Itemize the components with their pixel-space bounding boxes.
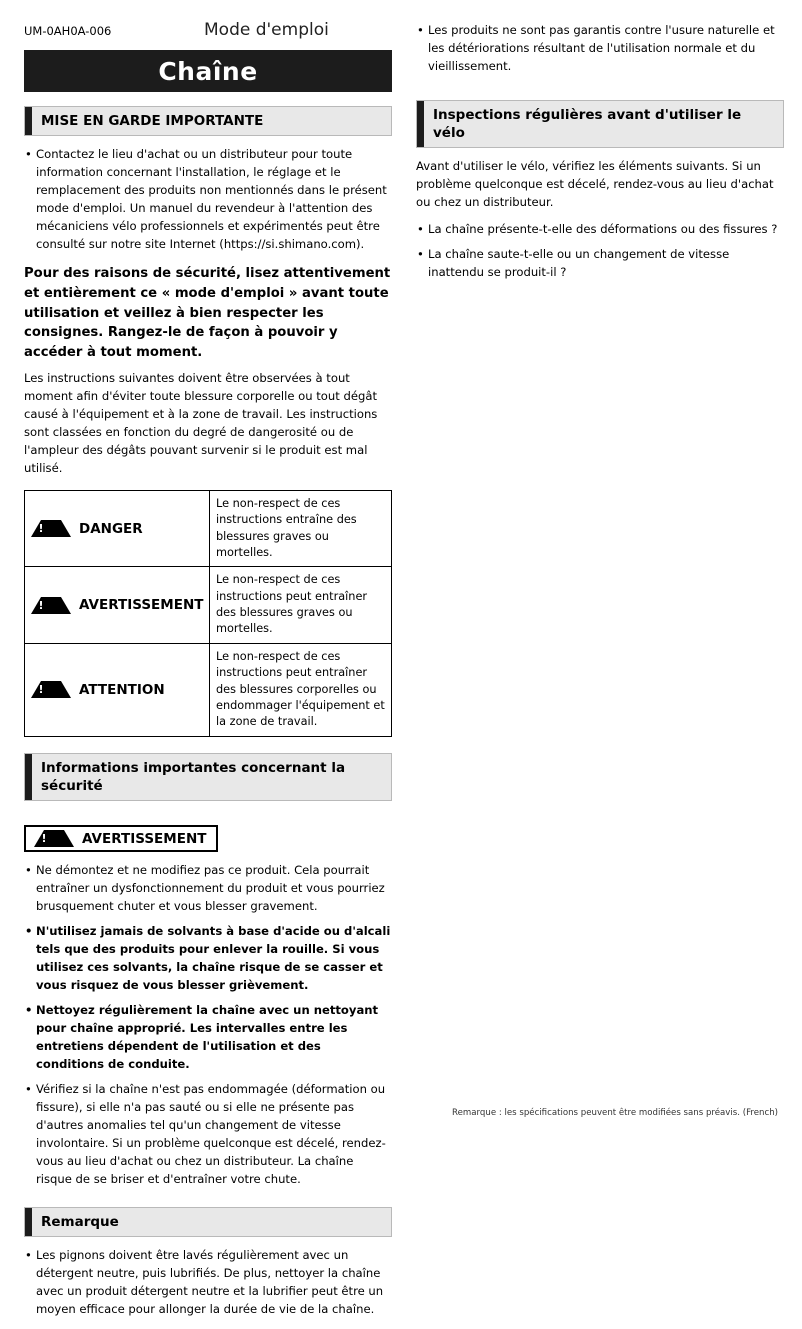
heading-accent-bar <box>417 101 424 147</box>
list-item: • La chaîne saute-t-elle ou un changement de vitesse inattendu se produit-il ? <box>416 246 784 282</box>
list-item: • Contactez le lieu d'achat ou un distributeur pour toute information concernant l'installation, le réglage et le remplacement des produits non mentionnés dans le présent mode d'emploi. Un manuel du revendeur à l'attention des mécaniciens vélo professionnels et expérimentés peut être consulté sur notre site Internet (https://si.shimano.com). <box>24 146 392 254</box>
warning-triangle-icon <box>31 597 71 614</box>
inspections-bullets <box>416 221 784 282</box>
instructions-intro-paragraph: Les instructions suivantes doivent être observées à tout moment afin d'éviter toute blessure corporelle ou tout dégât causé à l'équipement et à la zone de travail. Les instructions sont classées en fonction du degré de dangerosité ou de l'ampleur des dégâts pouvant survenir si le produit est mal utilisé. <box>24 371 378 475</box>
section-heading-label: Informations importantes concernant la sécurité <box>41 759 346 794</box>
list-item: • Vérifiez si la chaîne n'est pas endommagée (déformation ou fissure), si elle n'a pas sauté ou si elle ne présente pas d'autres anomalies tel qu'un changement de vitesse involontaire. Si un problème quelconque est décelé, rendez-vous au lieu d'achat ou chez un distributeur. La chaîne risque de se briser et d'entraîner votre chute. <box>24 1081 392 1189</box>
list-item: • La chaîne présente-t-elle des déformations ou des fissures ? <box>416 221 784 239</box>
section-heading-inspections <box>416 100 784 148</box>
list-item: • Les produits ne sont pas garantis contre l'usure naturelle et les détériorations résultant de l'utilisation normale et du vieillissement. <box>416 22 784 76</box>
section-heading-important-warning <box>24 106 392 136</box>
hazard-level-label: DANGER <box>79 520 143 537</box>
hazard-levels-table <box>24 490 392 737</box>
hazard-level-label: ATTENTION <box>79 681 165 698</box>
list-item: • Ne démontez et ne modifiez pas ce produit. Cela pourrait entraîner un dysfonctionnement du produit et vous pourriez brusquement chuter et vous blesser gravement. <box>24 862 392 916</box>
document-code: UM-0AH0A-006 <box>24 24 112 38</box>
left-column <box>24 22 392 1329</box>
list-item: • Nettoyez régulièrement la chaîne avec un nettoyant pour chaîne approprié. Les intervalles entre les entretiens dépendent de l'utilisation et des conditions de conduite. <box>24 1002 392 1074</box>
safety-read-notice: Pour des raisons de sécurité, lisez attentivement et entièrement ce « mode d'emploi » avant toute utilisation et veillez à bien respecter les consignes. Rangez-le de façon à pouvoir y accéder à tout moment. <box>24 266 391 361</box>
section-heading-label: MISE EN GARDE IMPORTANTE <box>41 113 264 129</box>
heading-accent-bar <box>25 754 32 800</box>
warning-triangle-icon <box>31 681 71 698</box>
hazard-level-label: AVERTISSEMENT <box>79 597 204 614</box>
avertissement-badge <box>24 825 218 852</box>
list-item: • N'utilisez jamais de solvants à base d'acide ou d'alcali tels que des produits pour enlever la rouille. Si vous utilisez ces solvants, la chaîne risque de se casser et vous risquez de vous blesser grièvement. <box>24 923 392 995</box>
section-heading-remark <box>24 1207 392 1237</box>
list-item: • Les pignons doivent être lavés régulièrement avec un détergent neutre, puis lubrifiés. De plus, nettoyer la chaîne avec un produit détergent neutre et la lubrifier peut être un moyen efficace pour allonger la durée de vie de la chaîne. <box>24 1247 392 1319</box>
footer-note: Remarque : les spécifications peuvent être modifiées sans préavis. (French) <box>452 1108 778 1118</box>
hazard-description-cell: Le non-respect de ces instructions peut entraîner des blessures graves ou mortelles. <box>210 567 392 644</box>
hazard-description-cell: Le non-respect de ces instructions peut entraîner des blessures corporelles ou endommager l'équipement et la zone de travail. <box>210 643 392 736</box>
hazard-description-cell: Le non-respect de ces instructions entraîne des blessures graves ou mortelles. <box>210 490 392 567</box>
document-header <box>24 22 392 44</box>
table-row <box>25 643 392 736</box>
product-title-bar <box>24 50 392 92</box>
table-row <box>25 567 392 644</box>
hazard-level-cell <box>25 490 210 567</box>
important-warning-bullets <box>24 146 392 254</box>
section-heading-safety-info <box>24 753 392 801</box>
product-title: Chaîne <box>158 56 258 86</box>
right-column <box>416 22 784 292</box>
heading-accent-bar <box>25 1208 32 1236</box>
hazard-level-cell <box>25 643 210 736</box>
warning-triangle-icon <box>34 830 74 847</box>
table-row <box>25 490 392 567</box>
warranty-bullets <box>416 22 784 76</box>
section-heading-label: Inspections régulières avant d'utiliser le vélo <box>433 106 742 142</box>
two-column-layout <box>24 22 778 1329</box>
hazard-level-cell <box>25 567 210 644</box>
status-badge: AVERTISSEMENT <box>82 830 207 847</box>
heading-accent-bar <box>25 107 32 135</box>
safety-bullets <box>24 862 392 1188</box>
warning-triangle-icon <box>31 520 71 537</box>
section-heading-label: Remarque <box>41 1213 119 1230</box>
remark-bullets <box>24 1247 392 1319</box>
inspections-intro-paragraph: Avant d'utiliser le vélo, vérifiez les éléments suivants. Si un problème quelconque est décelé, rendez-vous au lieu d'achat ou chez un distributeur. <box>416 159 774 210</box>
document-title: Mode d'emploi <box>204 20 329 40</box>
